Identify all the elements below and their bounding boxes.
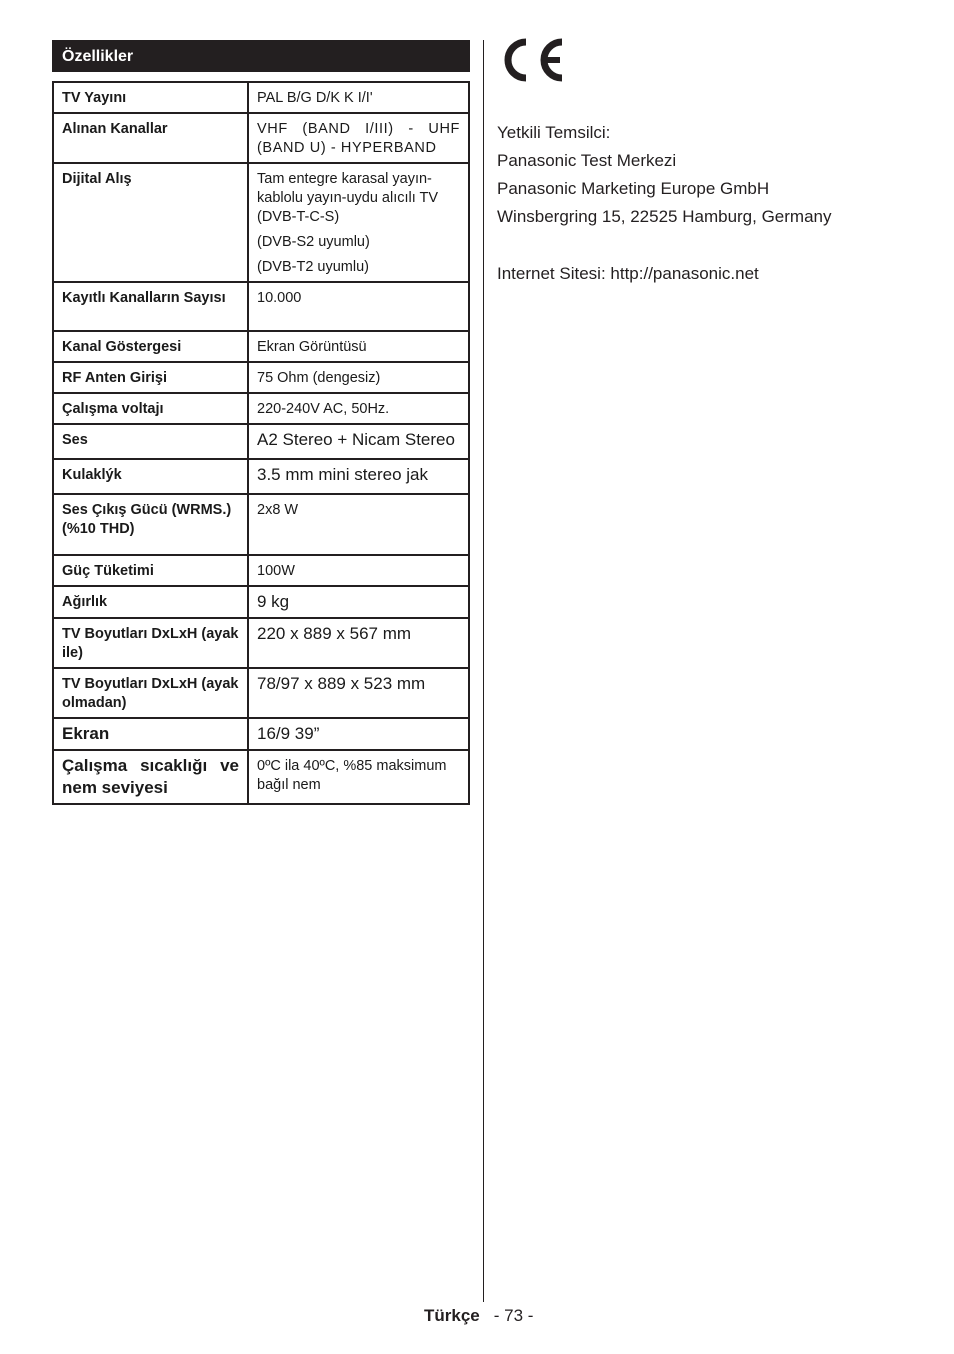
column-divider (483, 40, 484, 1302)
table-row (53, 668, 469, 718)
contact-line: Panasonic Test Merkezi (497, 151, 677, 170)
spec-value: 75 Ohm (dengesiz) (248, 362, 469, 393)
table-row (53, 586, 469, 618)
spec-key: Dijital Alış (53, 163, 248, 282)
table-row (53, 282, 469, 331)
page-footer (424, 1306, 533, 1326)
spec-value: VHF (BAND I/III) - UHF (BAND U) - HYPERBAND (248, 113, 469, 163)
spec-key: Ses Çıkış Gücü (WRMS.) (%10 THD) (53, 494, 248, 555)
footer-language: Türkçe (424, 1306, 480, 1325)
spec-key: TV Yayını (53, 82, 248, 113)
spec-key: Kulaklýk (53, 459, 248, 494)
spec-value: 16/9 39” (248, 718, 469, 750)
spec-value: 0ºC ila 40ºC, %85 maksimum bağıl nem (248, 750, 469, 804)
contact-line: Winsbergring 15, 22525 Hamburg, Germany (497, 207, 832, 226)
table-row (53, 750, 469, 804)
page-number: - 73 - (493, 1306, 534, 1325)
contact-line: Yetkili Temsilci: (497, 123, 611, 142)
contact-line: Panasonic Marketing Europe GmbH (497, 179, 770, 198)
table-row (53, 618, 469, 668)
spec-value: 100W (248, 555, 469, 586)
spec-key: Ses (53, 424, 248, 459)
spec-value: 3.5 mm mini stereo jak (248, 459, 469, 494)
spec-key: Ekran (53, 718, 248, 750)
spec-value: Ekran Görüntüsü (248, 331, 469, 362)
website-line: Internet Sitesi: http://panasonic.net (497, 264, 759, 283)
table-row (53, 82, 469, 113)
spec-key: Kayıtlı Kanalların Sayısı (53, 282, 248, 331)
table-row (53, 362, 469, 393)
spec-value: A2 Stereo + Nicam Stereo (248, 424, 469, 459)
contact-block (497, 119, 832, 288)
spec-value: 220 x 889 x 567 mm (248, 618, 469, 668)
table-row (53, 494, 469, 555)
spec-value: 10.000 (248, 282, 469, 331)
spec-value: PAL B/G D/K K I/I' (248, 82, 469, 113)
spec-key: Güç Tüketimi (53, 555, 248, 586)
spec-key: RF Anten Girişi (53, 362, 248, 393)
section-header (52, 40, 470, 72)
spec-key: Çalışma sıcaklığı ve nem seviyesi (53, 750, 248, 804)
table-row (53, 424, 469, 459)
table-row (53, 459, 469, 494)
spec-key: Ağırlık (53, 586, 248, 618)
spec-key: Alınan Kanallar (53, 113, 248, 163)
table-row (53, 555, 469, 586)
spec-key: Kanal Göstergesi (53, 331, 248, 362)
table-row (53, 163, 469, 282)
table-row (53, 113, 469, 163)
spec-value: Tam entegre karasal yayın-kablolu yayın-uydu alıcılı TV (DVB-T-C-S) (DVB-S2 uyumlu) (DVB-T2 uyumlu) (248, 163, 469, 282)
ce-mark-icon (496, 38, 566, 82)
table-row (53, 718, 469, 750)
spec-value: 9 kg (248, 586, 469, 618)
spec-key: TV Boyutları DxLxH (ayak olmadan) (53, 668, 248, 718)
table-row (53, 393, 469, 424)
spec-key: TV Boyutları DxLxH (ayak ile) (53, 618, 248, 668)
section-title: Özellikler (62, 48, 134, 65)
spec-table (52, 81, 470, 805)
spec-key: Çalışma voltajı (53, 393, 248, 424)
spec-value: 220-240V AC, 50Hz. (248, 393, 469, 424)
table-row (53, 331, 469, 362)
spec-value: 78/97 x 889 x 523 mm (248, 668, 469, 718)
spec-value: 2x8 W (248, 494, 469, 555)
